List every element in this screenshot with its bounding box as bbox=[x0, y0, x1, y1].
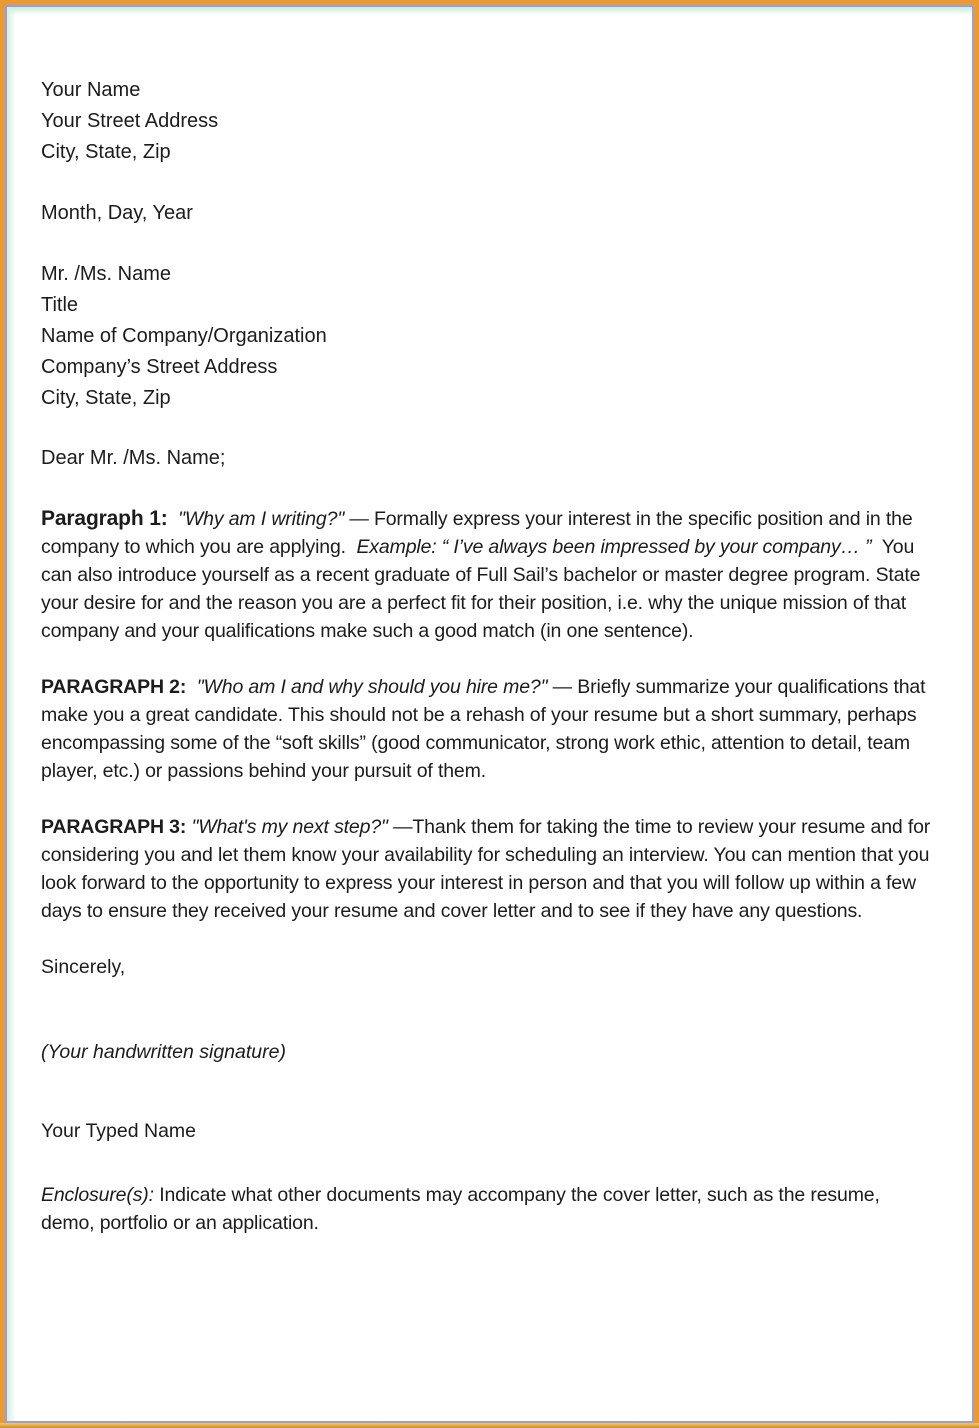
recipient-name: Mr. /Ms. Name bbox=[41, 263, 172, 285]
recipient-title: Title bbox=[41, 294, 79, 316]
enclosure-note: Enclosure(s): Indicate what other documents may accompany the cover letter, such as the resume, demo, portfolio or an application. bbox=[41, 1184, 886, 1234]
paragraph-3: PARAGRAPH 3: "What's my next step?" —Thank them for taking the time to review your resume and for considering you and let them know your availability for scheduling an interview. You can mention that you look forward to the opportunity to express your interest in person and that you will follow up within a few days to ensure they received your resume and cover letter and to see if they have any questions. bbox=[41, 816, 936, 922]
recipient-street: Company’s Street Address bbox=[41, 356, 278, 378]
sender-address-block bbox=[41, 75, 937, 168]
salutation: Dear Mr. /Ms. Name; bbox=[41, 447, 226, 469]
recipient-address-block bbox=[41, 259, 937, 414]
paragraph-2: PARAGRAPH 2: "Who am I and why should you hire me?" — Briefly summarize your qualifications that make you a great candidate. This should not be a rehash of your resume but a short summary, perhaps encompassing some of the “soft skills” (good communicator, strong work ethic, attention to detail, team player, etc.) or passions behind your pursuit of them. bbox=[41, 676, 931, 782]
closing: Sincerely, bbox=[41, 956, 126, 978]
sender-street: Your Street Address bbox=[41, 110, 219, 132]
typed-name: Your Typed Name bbox=[41, 1120, 197, 1142]
date-line: Month, Day, Year bbox=[41, 202, 193, 224]
sender-city-state-zip: City, State, Zip bbox=[41, 141, 171, 163]
paragraph-1: Paragraph 1: "Why am I writing?" — Formally express your interest in the specific position and in the company to which you are applying. Example: “ I’ve always been impressed by your company… ” You can also introduce yourself as a recent graduate of Full Sail’s bachelor or master degree program. State your desire for and the reason you are a perfect fit for their position, i.e. why the unique mission of that company and your qualifications make such a good match (in one sentence). bbox=[41, 507, 926, 642]
recipient-city-state-zip: City, State, Zip bbox=[41, 387, 171, 409]
left-mint-glow bbox=[7, 7, 16, 1421]
recipient-company: Name of Company/Organization bbox=[41, 325, 327, 347]
sender-name: Your Name bbox=[41, 79, 141, 101]
signature-placeholder: (Your handwritten signature) bbox=[41, 1041, 286, 1063]
top-mint-glow bbox=[7, 7, 972, 15]
letter-content bbox=[41, 75, 937, 1237]
